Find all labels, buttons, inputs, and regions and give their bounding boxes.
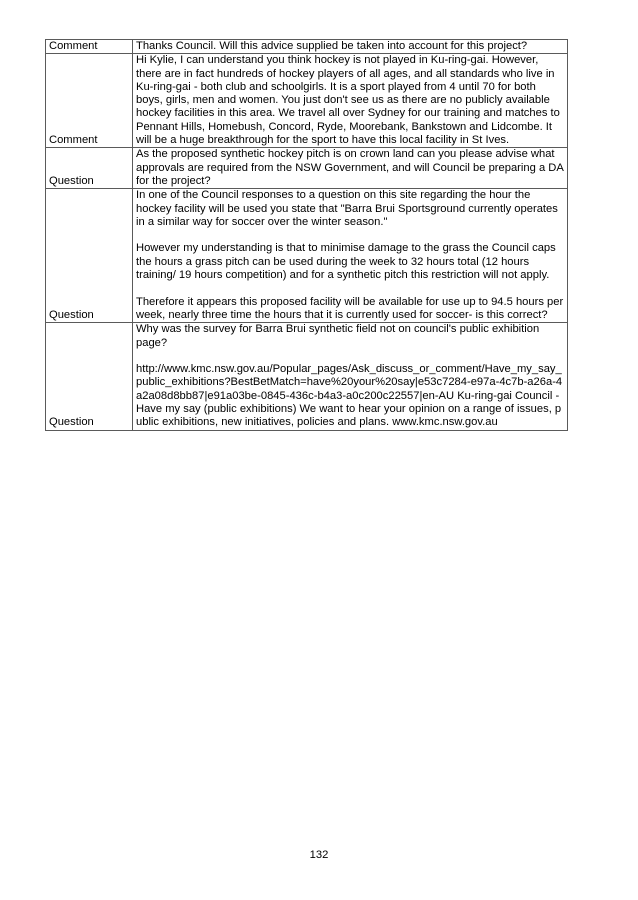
table-row	[46, 189, 568, 323]
table-row	[46, 323, 568, 430]
table-row	[46, 148, 568, 189]
entry-type: Comment	[46, 40, 133, 54]
entry-type: Question	[46, 148, 133, 189]
entry-text	[133, 40, 568, 54]
entry-paragraph-link: http://www.kmc.nsw.gov.au/Popular_pages/Ask_discuss_or_comment/Have_my_say_public_exhibitions?BestBetMatch=have%20your%20say|e53c7284-e97a-4c7b-a26a-4a2a08d8bb87|e91a03be-0845-436c-b4a3-a0c200c22557|en-AU Ku-ring-gai Council - Have my say (public exhibitions) We want to hear your opinion on a range of issues, public exhibitions, new initiatives, policies and plans. www.kmc.nsw.gov.au	[136, 363, 563, 429]
table-row	[46, 54, 568, 148]
entry-paragraph: As the proposed synthetic hockey pitch is on crown land can you please advise what approvals are required from the NSW Government, and will Council be preparing a DA for the project?	[136, 148, 564, 187]
entry-paragraph: In one of the Council responses to a question on this site regarding the hour the hockey facility will be used you state that "Barra Brui Sportsground currently operates in a similar way for soccer over the winter season."	[136, 189, 558, 228]
entry-paragraph: Why was the survey for Barra Brui synthetic field not on council's public exhibition page?	[136, 323, 540, 349]
entry-paragraph: Hi Kylie, I can understand you think hockey is not played in Ku-ring-gai. However, there are in fact hundreds of hockey players of all ages, and all standards who live in Ku-ring-gai - both club and schoolgirls. It is a sport played from 4 until 70 for both boys, girls, men and women. You just don't see us as there are no publicly available hockey facilities in this area. We travel all over Sydney for our training and matches to Pennant Hills, Homebush, Concord, Ryde, Moorebank, Bankstown and Lidcombe. It will be a huge breakthrough for the sport to have this local facility in St Ives.	[136, 54, 560, 147]
entry-paragraph: Thanks Council. Will this advice supplied be taken into account for this project?	[136, 40, 528, 52]
entry-text	[133, 148, 568, 189]
entry-paragraph: Therefore it appears this proposed facility will be available for use up to 94.5 hours per week, nearly three time the hours that it is currently used for soccer- is this correct?	[136, 295, 564, 321]
comments-table	[45, 39, 568, 431]
entry-type: Question	[46, 189, 133, 323]
entry-text	[133, 189, 568, 323]
entry-text	[133, 323, 568, 430]
entry-type: Comment	[46, 54, 133, 148]
entry-paragraph: However my understanding is that to minimise damage to the grass the Council caps the hours a grass pitch can be used during the week to 32 hours total (12 hours training/ 19 hours competition) and for a synthetic pitch this restriction will not apply.	[136, 242, 556, 282]
page-number: 132	[309, 849, 329, 861]
entry-text	[133, 54, 568, 148]
entry-type: Question	[46, 323, 133, 430]
table-row	[46, 40, 568, 54]
